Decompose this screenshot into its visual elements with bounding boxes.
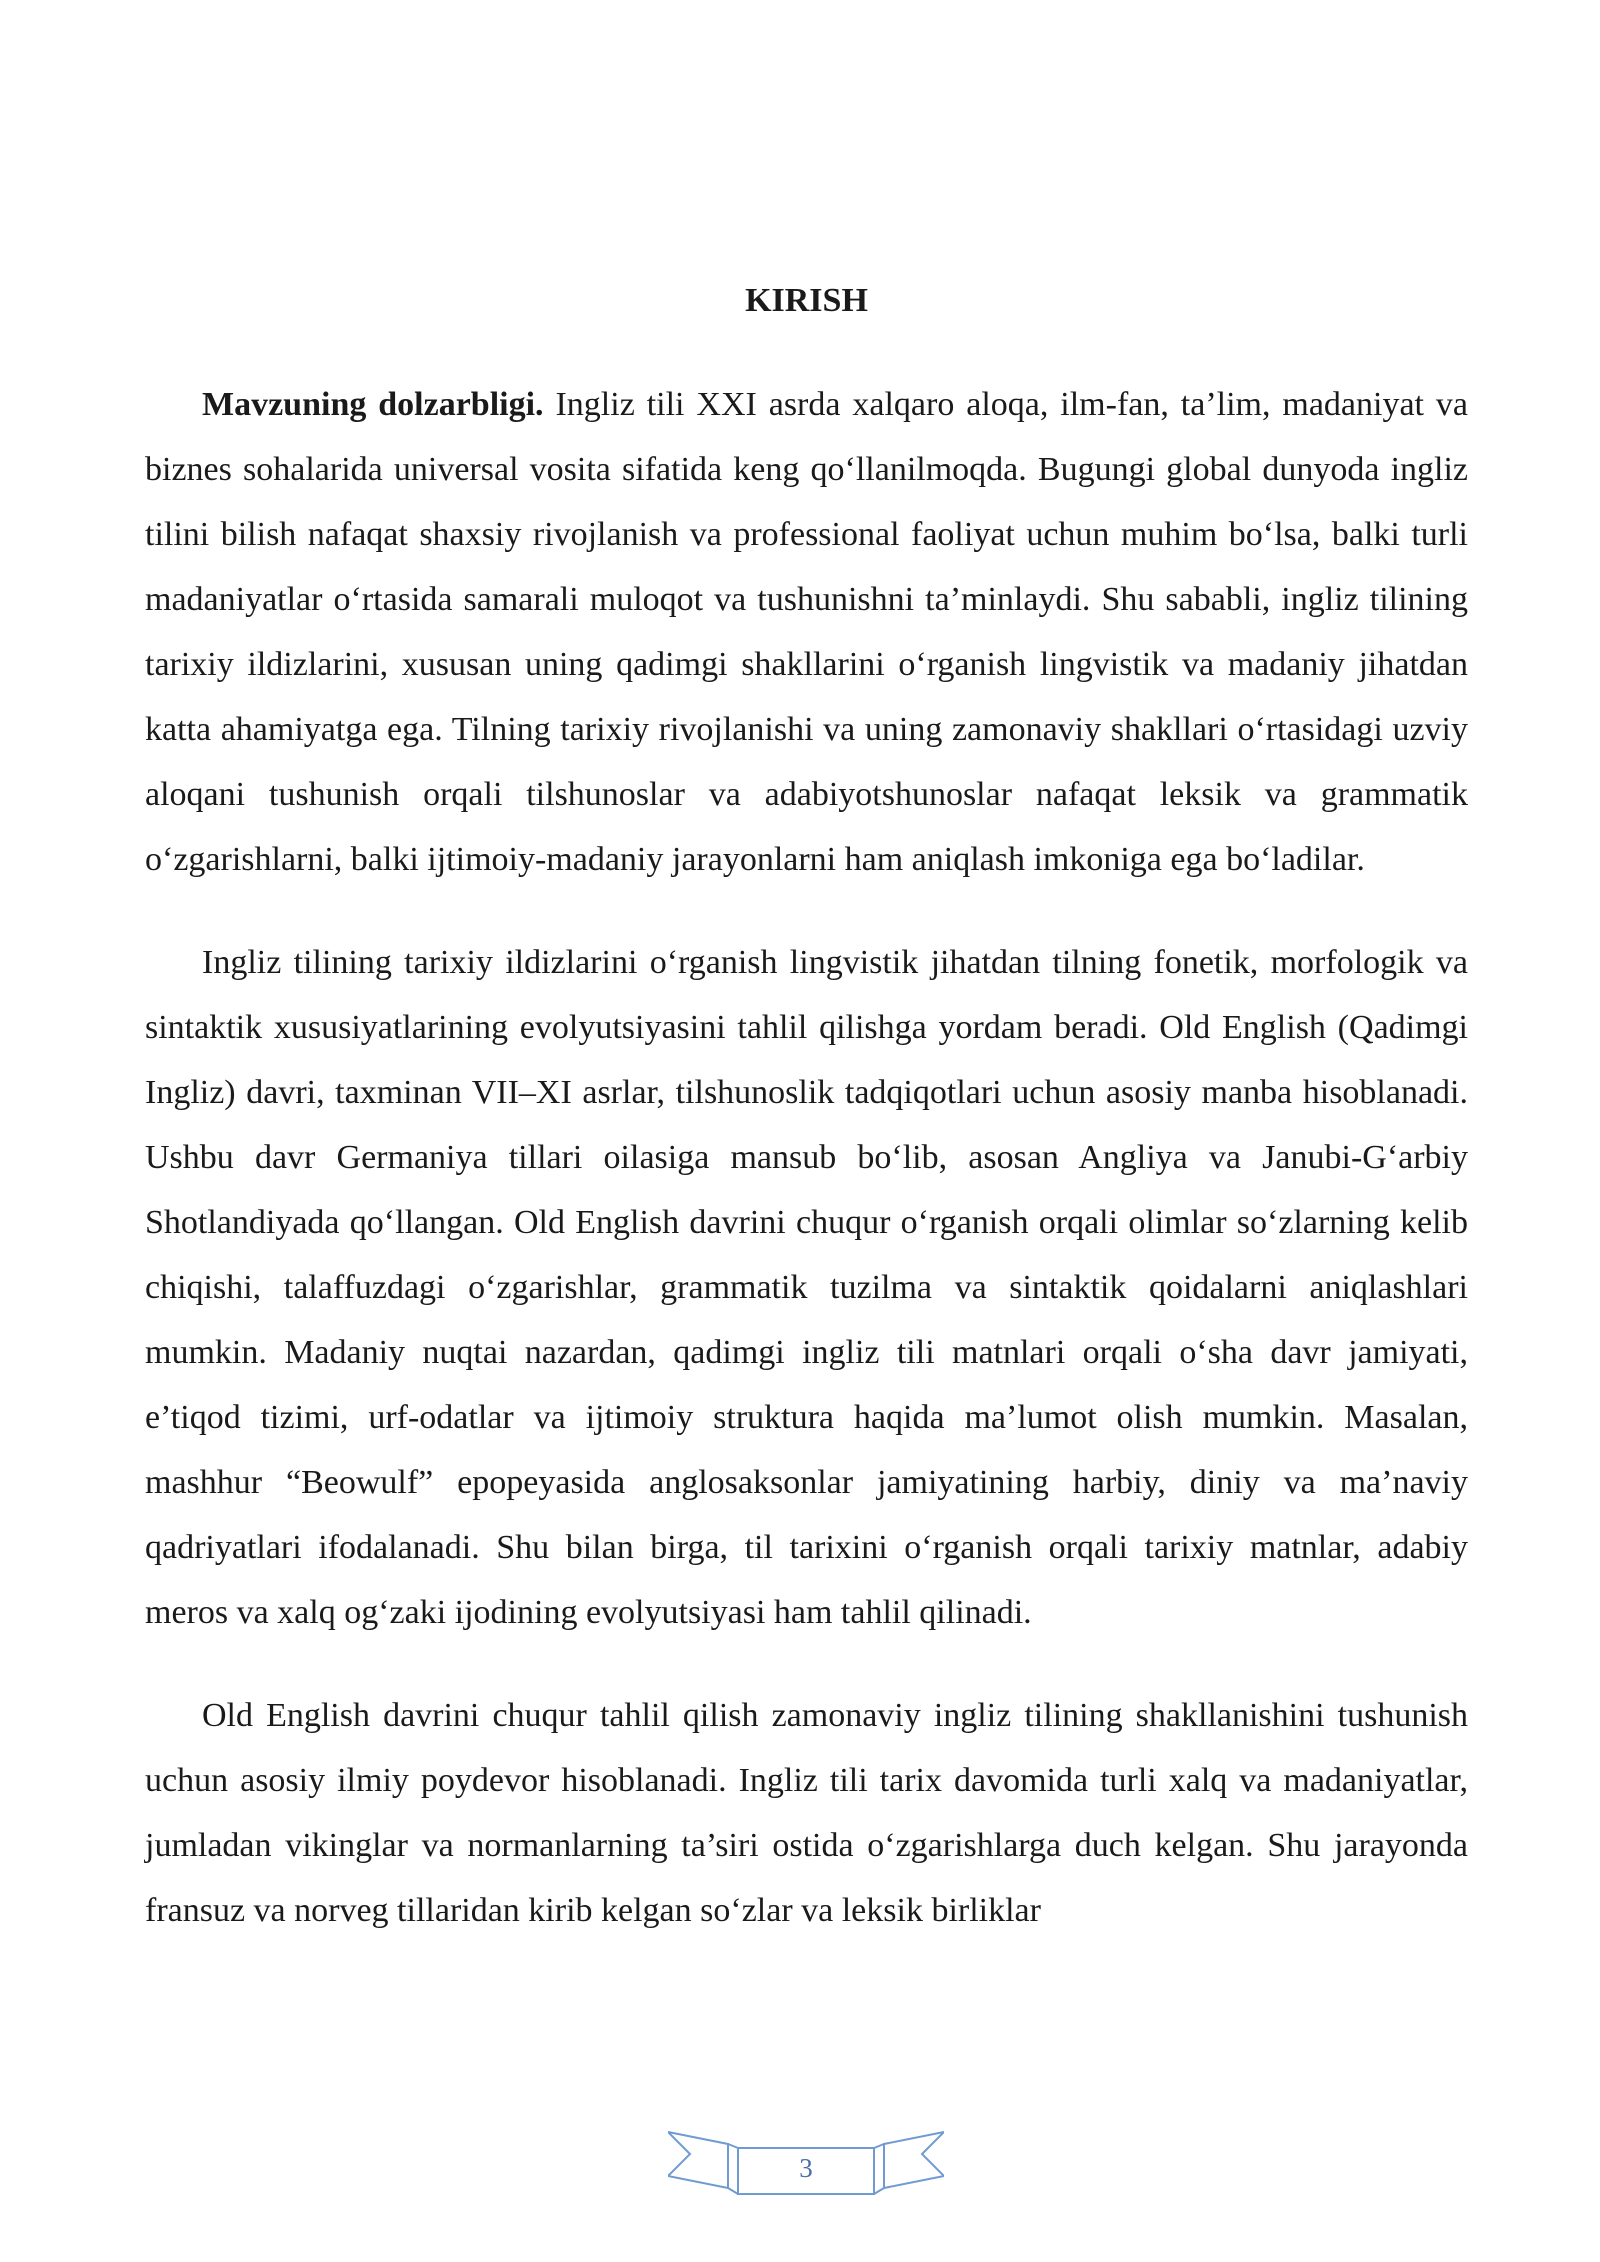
- paragraph-historical-roots: [145, 930, 1468, 1645]
- document-body: [145, 268, 1468, 1981]
- paragraph-text: Ingliz tilining tarixiy ildizlarini o‘rganish lingvistik jihatdan tilning fonetik, morfologik va sintaktik xususiyatlarining evolyutsiyasini tahlil qilishga yordam beradi. Old English (Qadimgi Ingliz) davri, taxminan VII–XI asrlar, tilshunoslik tadqiqotlari uchun asosiy manba hisoblanadi. Ushbu davr Germaniya tillari oilasiga mansub bo‘lib, asosan Angliya va Janubi-G‘arbiy Shotlandiyada qo‘llangan. Old English davrini chuqur o‘rganish orqali olimlar so‘zlarning kelib chiqishi, talaffuzdagi o‘zgarishlar, grammatik tuzilma va sintaktik qoidalarni aniqlashlari mumkin. Madaniy nuqtai nazardan, qadimgi ingliz tili matnlari orqali o‘sha davr jamiyati, e’tiqod tizimi, urf-odatlar va ijtimoiy struktura haqida ma’lumot olish mumkin. Masalan, mashhur “Beowulf” epopeyasida anglosaksonlar jamiyatining harbiy, diniy va ma’naviy qadriyatlari ifodalanadi. Shu bilan birga, til tarixini o‘rganish orqali tarixiy matnlar, adabiy meros va xalq og‘zaki ijodining evolyutsiyasi ham tahlil qilinadi.: [145, 944, 1468, 1631]
- page-number: 3: [799, 2153, 813, 2183]
- paragraph-lead: Mavzuning dolzarbligi.: [202, 386, 544, 423]
- page-number-ribbon: [668, 2126, 944, 2206]
- paragraph-text: Old English davrini chuqur tahlil qilish zamonaviy ingliz tilining shakllanishini tushunish uchun asosiy ilmiy poydevor hisoblanadi. Ingliz tili tarix davomida turli xalq va madaniyatlar, jumladan vikinglar va normanlarning ta’siri ostida o‘zgarishlarga duch kelgan. Shu jarayonda fransuz va norveg tillaridan kirib kelgan so‘zlar va leksik birliklar: [145, 1697, 1468, 1929]
- section-heading: KIRISH: [745, 282, 868, 319]
- paragraph-relevance: [145, 372, 1468, 892]
- paragraph-text: Ingliz tili XXI asrda xalqaro aloqa, ilm-fan, ta’lim, madaniyat va biznes sohalarida universal vosita sifatida keng qo‘llanilmoqda. Bugungi global dunyoda ingliz tilini bilish nafaqat shaxsiy rivojlanish va professional faoliyat uchun muhim bo‘lsa, balki turli madaniyatlar o‘rtasida samarali muloqot va tushunishni ta’minlaydi. Shu sababli, ingliz tilining tarixiy ildizlarini, xususan uning qadimgi shakllarini o‘rganish lingvistik va madaniy jihatdan katta ahamiyatga ega. Tilning tarixiy rivojlanishi va uning zamonaviy shakllari o‘rtasidagi uzviy aloqani tushunish orqali tilshunoslar va adabiyotshunoslar nafaqat leksik va grammatik o‘zgarishlarni, balki ijtimoiy-madaniy jarayonlarni ham aniqlash imkoniga ega bo‘ladilar.: [145, 386, 1469, 878]
- paragraph-old-english: [145, 1683, 1468, 1943]
